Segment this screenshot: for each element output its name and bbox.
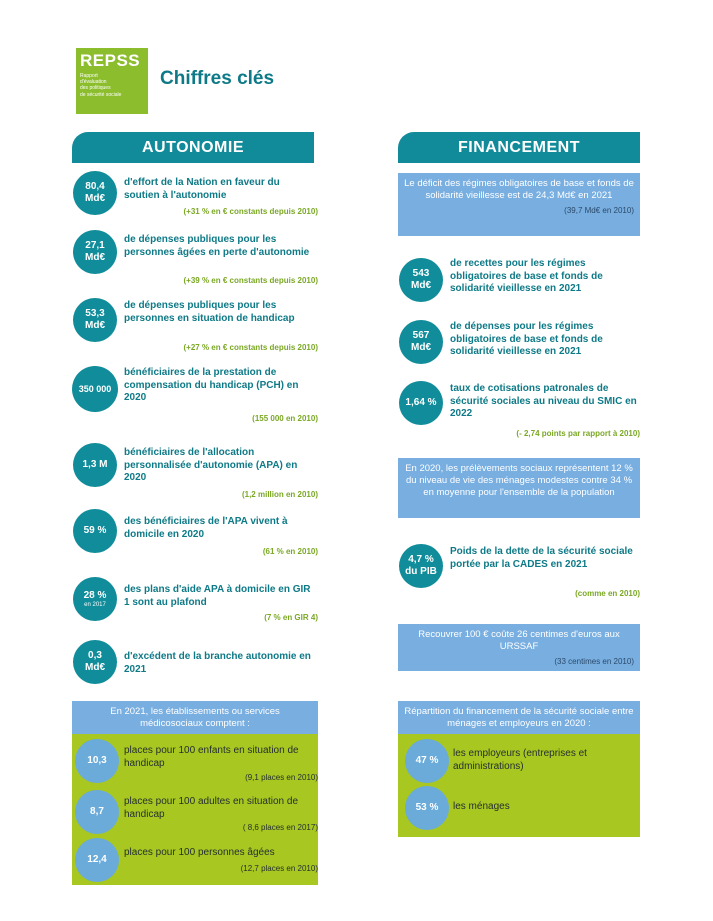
stat-description: taux de cotisations patronales de sécurité sociales au niveau du SMIC en 2022	[450, 383, 637, 419]
stat-unit: du PIB	[405, 566, 437, 577]
stat-note: (comme en 2010)	[575, 589, 640, 598]
stat-description: Poids de la dette de la sécurité sociale portée par la CADES en 2021	[450, 546, 633, 570]
stat-description: les employeurs (entreprises et administrations)	[453, 748, 587, 772]
stat-value: 59 %	[83, 525, 107, 536]
prelevements-box	[398, 458, 640, 518]
stat-description: places pour 100 personnes âgées	[124, 847, 275, 858]
stat-value: 53,3	[85, 308, 105, 319]
stat-note: (155 000 en 2010)	[252, 414, 318, 423]
stat-description: d'excédent de la branche autonomie en 2021	[124, 651, 311, 675]
stat-value: 8,7	[90, 806, 104, 817]
stat-note: (+31 % en € constants depuis 2010)	[183, 207, 318, 216]
stat-description: de recettes pour les régimes obligatoires de base et fonds de solidarité vieillesse en 2021	[450, 258, 603, 294]
stat-description: d'effort de la Nation en faveur du soutien à l'autonomie	[124, 177, 280, 201]
stat-note: (+39 % en € constants depuis 2010)	[183, 276, 318, 285]
stat-circle	[75, 838, 119, 882]
stat-circle	[72, 366, 118, 412]
page-title: Chiffres clés	[160, 68, 275, 89]
stat-circle	[405, 786, 449, 830]
stat-circle	[75, 790, 119, 834]
stat-unit: en 2017	[84, 601, 106, 608]
stat-value: 27,1	[85, 240, 105, 251]
stat-circle	[399, 381, 443, 425]
stat-value: 350 000	[78, 384, 112, 394]
stat-note: ( 8,6 places en 2017)	[242, 823, 318, 832]
stat-value: 28 %	[83, 589, 107, 601]
stat-value: 0,3	[88, 650, 102, 661]
stat-unit: Md€	[411, 280, 431, 291]
financement-header: FINANCEMENT	[398, 132, 640, 163]
stat-value: 80,4	[85, 181, 105, 192]
stat-value: 4,7 %	[408, 554, 434, 565]
stat-description: bénéficiaires de la prestation de compensation du handicap (PCH) en 2020	[124, 367, 299, 403]
stat-circle	[73, 443, 117, 487]
establishments-intro-box	[72, 701, 318, 734]
logo-subtitle-line: des politiques	[80, 85, 111, 92]
stat-note: (61 % en 2010)	[262, 547, 318, 556]
logo-subtitle-line: d'évaluation	[80, 79, 107, 86]
stat-circle	[73, 640, 117, 684]
stat-value: 1,3 M	[82, 459, 108, 470]
stat-note: (1,2 million en 2010)	[241, 490, 318, 499]
logo-subtitle-line: Rapport	[80, 73, 98, 79]
stat-description: les ménages	[453, 801, 510, 812]
stat-circle	[399, 258, 443, 302]
stat-note: (+27 % en € constants depuis 2010)	[183, 343, 318, 352]
deficit-box	[398, 173, 640, 236]
stat-value: 543	[412, 268, 430, 279]
stat-description: des plans d'aide APA à domicile en GIR 1 sont au plafond	[124, 584, 311, 608]
prelevements-text: En 2020, les prélèvements sociaux représentent 12 % du niveau de vie des ménages modestes contre 34 % en moyenne pour l'ensemble de la population	[405, 463, 633, 498]
stat-circle	[75, 739, 119, 783]
autonomie-header: AUTONOMIE	[72, 132, 314, 163]
logo-title: REPSS	[80, 51, 141, 70]
repss-logo	[76, 48, 148, 114]
stat-note: (- 2,74 points par rapport à 2010)	[516, 429, 640, 438]
stat-circle	[399, 320, 443, 364]
stat-description: places pour 100 enfants en situation de handicap	[124, 745, 299, 769]
urssaf-text: Recouvrer 100 € coûte 26 centimes d'euros aux URSSAF	[418, 629, 620, 652]
stat-description: des bénéficiaires de l'APA vivent à domicile en 2020	[124, 516, 288, 540]
stat-unit: Md€	[85, 193, 105, 204]
stat-circle	[405, 739, 449, 783]
stat-value: 567	[412, 330, 430, 341]
stat-description: de dépenses pour les régimes obligatoires de base et fonds de solidarité vieillesse en 2021	[450, 321, 603, 357]
repartition-intro-box	[398, 701, 640, 734]
stat-description: de dépenses publiques pour les personnes en situation de handicap	[124, 300, 295, 324]
stat-circle	[399, 544, 443, 588]
deficit-note: (39,7 Md€ en 2010)	[564, 206, 634, 215]
logo-subtitle-line: de sécurité sociale	[80, 91, 122, 98]
stat-note: (9,1 places en 2010)	[245, 773, 318, 782]
urssaf-note: (33 centimes en 2010)	[554, 657, 634, 666]
logo-subtitle	[76, 71, 148, 98]
stat-circle	[73, 230, 117, 274]
stat-description: bénéficiaires de l'allocation personnalisée d'autonomie (APA) en 2020	[124, 447, 298, 483]
stat-value: 12,4	[87, 854, 107, 865]
urssaf-box	[398, 624, 640, 671]
stat-unit: Md€	[85, 320, 105, 331]
stat-description: places pour 100 adultes en situation de handicap	[124, 796, 299, 820]
stat-unit: Md€	[85, 662, 105, 673]
stat-value: 53 %	[415, 802, 439, 813]
stat-unit: Md€	[411, 342, 431, 353]
stat-circle	[73, 298, 117, 342]
stat-note: (12,7 places en 2010)	[240, 864, 318, 873]
stat-circle	[73, 577, 117, 621]
stat-circle	[73, 509, 117, 553]
stat-value: 47 %	[415, 755, 439, 766]
stat-unit: Md€	[85, 252, 105, 263]
stat-value: 10,3	[87, 755, 107, 766]
stat-circle	[73, 171, 117, 215]
deficit-text: Le déficit des régimes obligatoires de base et fonds de solidarité vieillesse est de 24,3 Md€ en 2021	[404, 178, 634, 201]
stat-description: de dépenses publiques pour les personnes âgées en perte d'autonomie	[124, 234, 310, 258]
establishments-intro: En 2021, les établissements ou services médicosociaux comptent :	[110, 706, 280, 729]
repartition-intro: Répartition du financement de la sécurité sociale entre ménages et employeurs en 2020 :	[404, 706, 634, 729]
stat-note: (7 % en GIR 4)	[264, 613, 318, 622]
stat-value: 1,64 %	[405, 397, 437, 408]
